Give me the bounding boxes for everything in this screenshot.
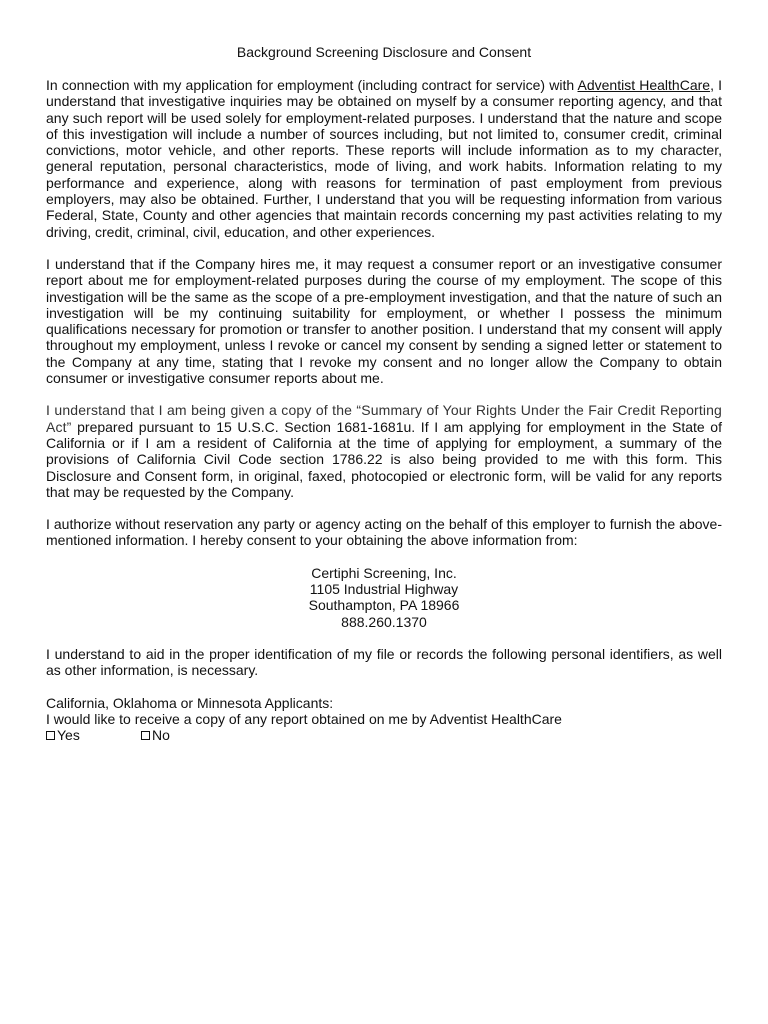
address-street: 1105 Industrial Highway (309, 581, 459, 598)
paragraph-identifiers: I understand to aid in the proper identification of my file or records the following personal identifiers, as well as other information, is necessary. (46, 645, 722, 679)
no-checkbox[interactable] (141, 731, 150, 740)
paragraph-inquiries-end: , I understand that investigative inquiries may be obtained on myself by a consumer reporting agency, and that any such report will be used solely for employment-related purposes. I understand that the nature and scope of this investigation will include a number of sources including, but not limited to, consumer credit, criminal convictions, motor vehicle, and other reports. These reports will include information as to my character, general reputation, personal characteristics, mode of living, and work habits. Information relating to my performance and experience, along with reasons for termination of past employment from previous employers, may also be obtained. Further, I understand that you will be requesting information from various Federal, State, County and other agencies that maintain records concerning my past activities relating to my driving, credit, criminal, civil, education, and other experiences. (46, 77, 722, 240)
yes-checkbox[interactable] (46, 731, 55, 740)
no-option[interactable] (141, 727, 170, 743)
copy-request-options (46, 727, 722, 743)
address-name: Certiphi Screening, Inc. (311, 564, 457, 581)
paragraph-ongoing-reports: I understand that if the Company hires me, it may request a consumer report or an investigative consumer report about me for employment-related purposes during the course of my employment. The scope of this investigation will be the same as the scope of a pre-employment investigation, and that the nature of such an investigation will be my continuing suitability for employment, or whether I possess the minimum qualifications necessary for promotion or transfer to another position. I understand that my consent will apply throughout my employment, unless I revoke or cancel my consent by sending a signed letter or statement to the Company at any time, stating that I revoke my consent and no longer allow the Company to obtain consumer or investigative consumer reports about me. (46, 255, 722, 387)
applicants-heading: California, Oklahoma or Minnesota Applicants: (46, 694, 334, 711)
company-name: Adventist HealthCare (577, 77, 711, 93)
paragraph-inquiries (46, 77, 722, 240)
fcra-summary-lead: I understand that I am being given a copy of the “Summary of Your Rights Under the Fair Credit Reporting Act” (46, 402, 722, 435)
fcra-summary-rest: prepared pursuant to 15 U.S.C. Section 1681-1681u. If I am applying for employment in the State of California or if I am a resident of California at the time of applying for employment, a summary of the provisions of California Civil Code section 1786.22 is also being provided to me with this form. This Disclosure and Consent form, in original, faxed, photocopied or electronic form, will be valid for any reports that may be requested by the Company. (46, 418, 722, 500)
screening-company-address (46, 565, 722, 630)
paragraph-inquiries-start: In connection with my application for employment (including contract for service) with (46, 77, 578, 93)
address-phone: 888.260.1370 (341, 613, 427, 630)
yes-label: Yes (57, 727, 80, 744)
no-label: No (152, 727, 170, 744)
address-city: Southampton, PA 18966 (308, 597, 460, 614)
paragraph-authorization: I authorize without reservation any party or agency acting on the behalf of this employer to furnish the above-mentioned information. I hereby consent to your obtaining the above information from: (46, 516, 722, 549)
document-title: Background Screening Disclosure and Consent (236, 44, 532, 60)
yes-option[interactable] (46, 727, 141, 743)
copy-request-text: I would like to receive a copy of any report obtained on me by Adventist HealthCare (46, 710, 562, 727)
paragraph-fcra-summary (46, 402, 722, 500)
